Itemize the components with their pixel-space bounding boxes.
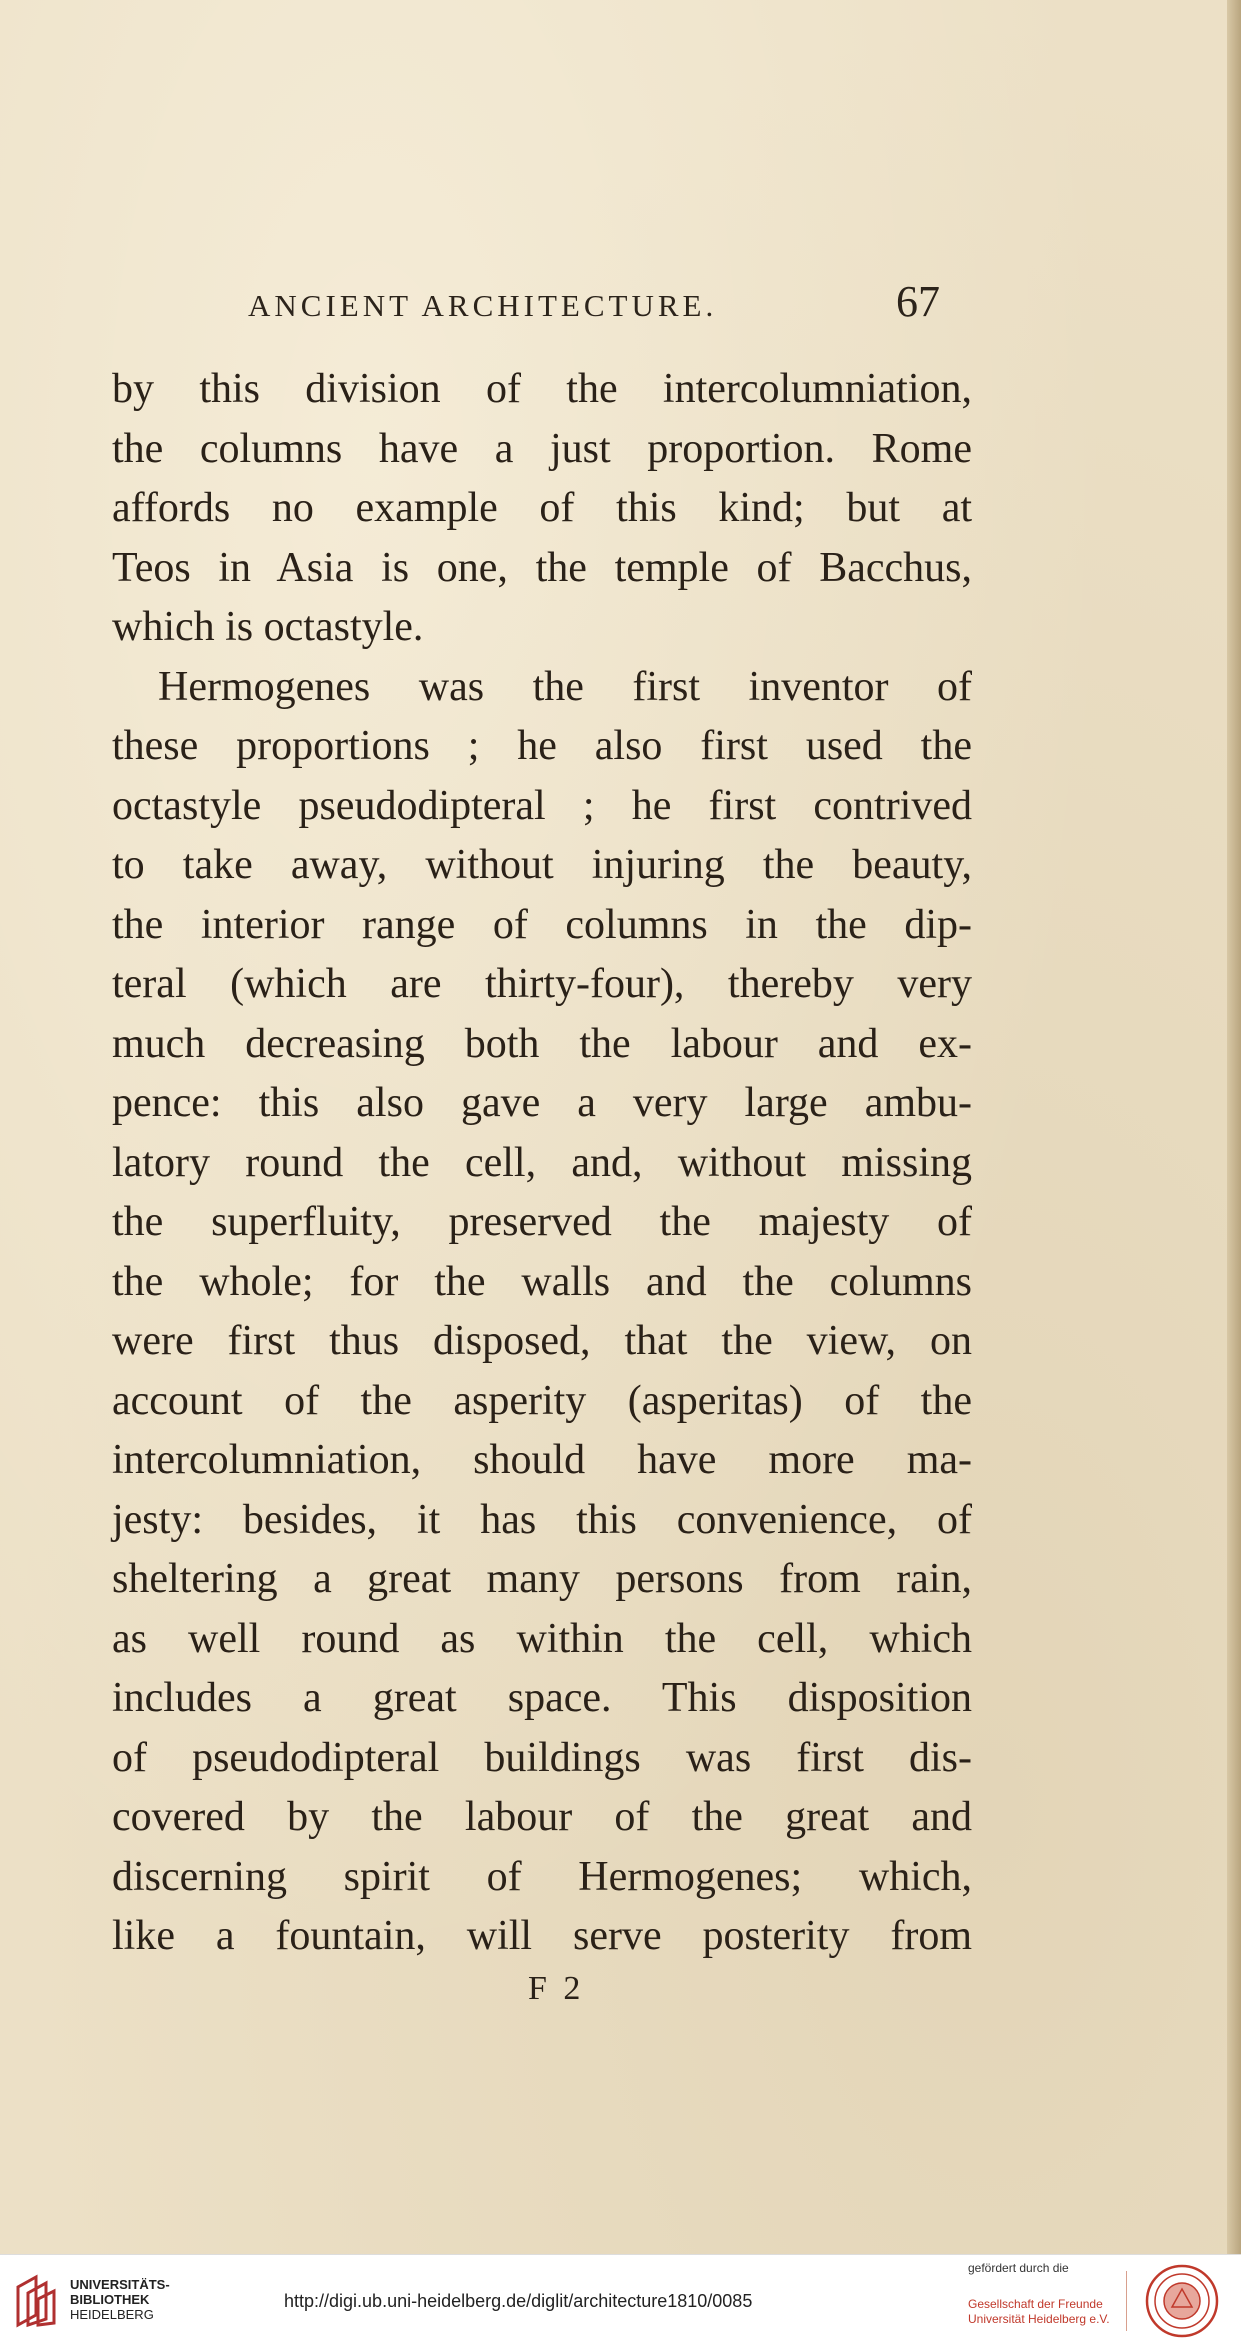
text-line: to take away, without injuring the beauty, <box>112 842 972 888</box>
sponsor-name-line: Gesellschaft der Freunde <box>968 2297 1103 2311</box>
text-line: sheltering a great many persons from rain, <box>112 1556 972 1602</box>
permalink-url[interactable]: http://digi.ub.uni-heidelberg.de/diglit/architecture1810/0085 <box>284 2291 753 2311</box>
footer-divider <box>1126 2271 1127 2331</box>
university-seal-icon <box>1144 2263 1220 2339</box>
text-line: latory round the cell, and, without missing <box>112 1139 972 1186</box>
text-line: affords no example of this kind; but at <box>112 485 972 531</box>
text-line: these proportions ; he also first used the <box>112 723 972 769</box>
text-line: pence: this also gave a very large ambu- <box>112 1080 972 1126</box>
text-line: by this division of the intercolumniation, <box>112 366 972 412</box>
text-line: which is octastyle. <box>112 604 424 650</box>
page-edge <box>1227 0 1241 2254</box>
page-number: 67 <box>896 277 940 326</box>
text-line: much decreasing both the labour and ex- <box>112 1020 972 1067</box>
text-line: the whole; for the walls and the columns <box>112 1258 972 1305</box>
sponsor-name-line: Universität Heidelberg e.V. <box>968 2312 1110 2326</box>
text-line: were first thus disposed, that the view, on <box>112 1318 972 1364</box>
text-line: like a fountain, will serve posterity from <box>112 1913 972 1959</box>
library-name-line: BIBLIOTHEK <box>70 2292 150 2307</box>
text-line: octastyle pseudodipteral ; he first contrived <box>112 782 972 829</box>
text-line: discerning spirit of Hermogenes; which, <box>112 1853 972 1900</box>
funded-by-label: gefördert durch die <box>968 2261 1069 2275</box>
text-line: includes a great space. This disposition <box>112 1675 972 1721</box>
sponsor-name <box>968 2297 1110 2327</box>
body-text <box>112 360 972 1967</box>
text-line: the interior range of columns in the dip- <box>112 901 972 948</box>
library-name-line: HEIDELBERG <box>70 2307 154 2322</box>
text-line: teral (which are thirty-four), thereby very <box>112 961 972 1007</box>
text-line: of pseudodipteral buildings was first dis- <box>112 1734 972 1781</box>
signature-mark: F 2 <box>528 1970 585 2007</box>
library-logo-icon <box>14 2273 58 2329</box>
text-line: intercolumniation, should have more ma- <box>112 1437 972 1483</box>
text-line: the superfluity, preserved the majesty of <box>112 1199 972 1245</box>
text-line: the columns have a just proportion. Rome <box>112 425 972 472</box>
text-line: Teos in Asia is one, the temple of Bacchus, <box>112 544 972 591</box>
library-name-line: UNIVERSITÄTS- <box>70 2277 170 2292</box>
text-line: as well round as within the cell, which <box>112 1615 972 1662</box>
text-line: Hermogenes was the first inventor of <box>158 663 972 710</box>
running-title: ANCIENT ARCHITECTURE. <box>248 288 718 323</box>
library-name <box>70 2277 170 2322</box>
text-line: jesty: besides, it has this convenience, of <box>112 1496 972 1543</box>
viewer-footer <box>0 2254 1241 2344</box>
text-line: account of the asperity (asperitas) of the <box>112 1377 972 1424</box>
text-line: covered by the labour of the great and <box>112 1794 972 1840</box>
